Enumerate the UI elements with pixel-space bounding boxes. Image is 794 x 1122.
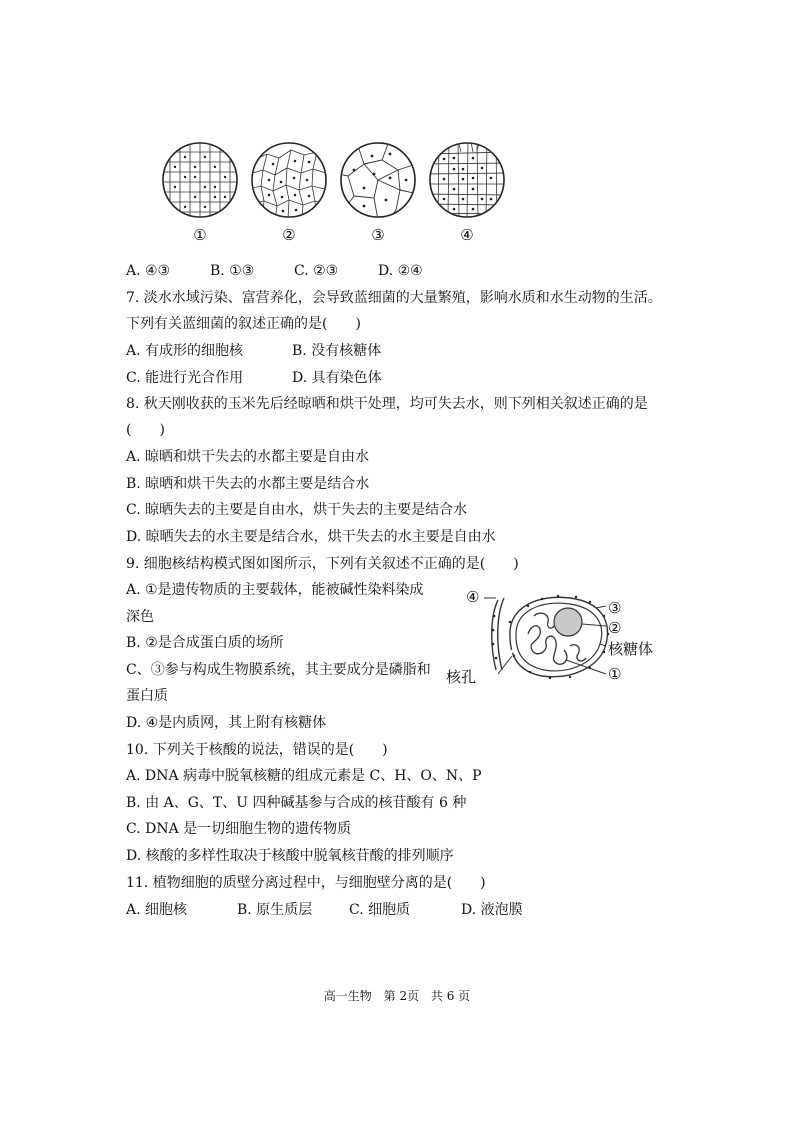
q11-option-c: C. 细胞质: [349, 902, 411, 918]
cell-figure-4: [427, 140, 507, 220]
cell-figure-caption-1: ①: [193, 226, 207, 244]
q8-option-a: A. 晾晒和烘干失去的水都主要是自由水: [126, 449, 370, 465]
q9-option-b: B. ②是合成蛋白质的场所: [126, 635, 284, 651]
q9-stem: 9. 细胞核结构模式图如图所示，下列有关叙述不正确的是( ): [126, 556, 519, 572]
q6-option-b: B. ①③: [210, 263, 255, 279]
q9-option-d: D. ④是内质网，其上附有核糖体: [126, 715, 327, 731]
q9-option-c-line1: C、③参与构成生物膜系统，其主要成分是磷脂和: [126, 662, 431, 678]
q8-option-b: B. 晾晒和烘干失去的水都主要是结合水: [126, 476, 370, 492]
q10-option-a: A. DNA 病毒中脱氧核糖的组成元素是 C、H、O、N、P: [126, 768, 482, 784]
q6-option-d: D. ②④: [378, 263, 423, 279]
nucleus-label-2: ②: [608, 619, 622, 637]
q11-option-a: A. 细胞核: [126, 902, 188, 918]
q8-option-c: C. 晾晒失去的主要是自由水，烘干失去的主要是结合水: [126, 502, 468, 518]
cell-figure-3: [338, 140, 418, 220]
q10-stem: 10. 下列关于核酸的说法，错误的是( ): [126, 742, 388, 758]
nucleus-diagram: [470, 586, 620, 686]
nucleus-label-3: ③: [608, 599, 622, 617]
q7-option-a: A. 有成形的细胞核: [126, 343, 244, 359]
q11-option-d: D. 液泡膜: [461, 902, 523, 918]
q8-stem-line2: ( ): [126, 422, 165, 438]
nucleus-label-pore: 核孔: [446, 668, 477, 686]
q9-option-c-line2: 蛋白质: [126, 688, 168, 704]
q10-option-c: C. DNA 是一切细胞生物的遗传物质: [126, 821, 352, 837]
q6-option-c: C. ②③: [294, 263, 339, 279]
q7-option-c: C. 能进行光合作用: [126, 370, 244, 386]
q6-option-a: A. ④③: [126, 263, 171, 279]
q7-option-b: B. 没有核糖体: [292, 343, 382, 359]
q8-option-d: D. 晾晒失去的水主要是结合水，烘干失去的水主要是自由水: [126, 529, 496, 545]
q9-option-a-line2: 深色: [126, 609, 154, 625]
q11-stem: 11. 植物细胞的质壁分离过程中，与细胞壁分离的是( ): [126, 875, 486, 891]
cell-figure-2: [249, 140, 329, 220]
q9-option-a-line1: A. ①是遗传物质的主要载体，能被碱性染料染成: [126, 582, 424, 598]
q7-option-d: D. 具有染色体: [292, 370, 382, 386]
nucleus-label-4: ④: [466, 588, 480, 606]
cell-figure-caption-3: ③: [371, 226, 385, 244]
nucleus-label-1: ①: [608, 665, 622, 683]
page-footer: [0, 987, 794, 1004]
footer-subject: 高一生物: [323, 989, 372, 1003]
q10-option-d: D. 核酸的多样性取决于核酸中脱氧核苷酸的排列顺序: [126, 848, 454, 864]
q10-option-b: B. 由 A、G、T、U 四种碱基参与合成的核苷酸有 6 种: [126, 795, 467, 811]
cell-figure-1: [160, 140, 240, 220]
q7-stem-line1: 7. 淡水水域污染、富营养化，会导致蓝细菌的大量繁殖，影响水质和水生动物的生活。: [126, 290, 662, 306]
footer-total: 共 6 页: [430, 989, 471, 1003]
q8-stem-line1: 8. 秋天刚收获的玉米先后经晾晒和烘干处理，均可失去水，则下列相关叙述正确的是: [126, 396, 648, 412]
cell-figure-caption-4: ④: [460, 226, 474, 244]
q7-stem-line2: 下列有关蓝细菌的叙述正确的是( ): [126, 316, 361, 332]
nucleus-label-ribosome: 核糖体: [608, 640, 654, 658]
cell-figure-caption-2: ②: [282, 226, 296, 244]
q11-option-b: B. 原生质层: [237, 902, 313, 918]
footer-page: 第 2页: [383, 989, 420, 1003]
